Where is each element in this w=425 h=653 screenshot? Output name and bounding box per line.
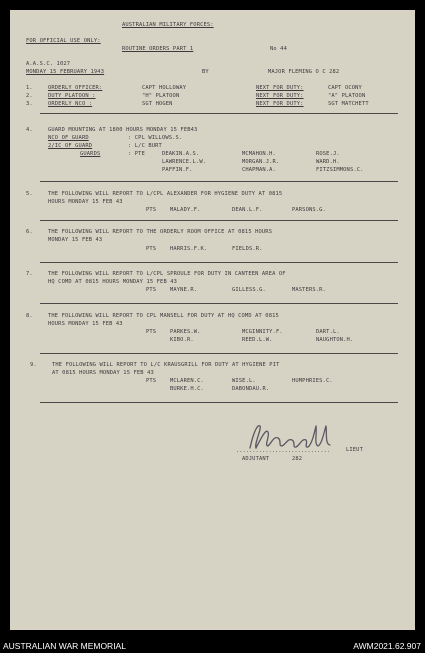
duty-number: 2. bbox=[26, 93, 33, 99]
rank-label: PTS bbox=[146, 207, 157, 213]
next-duty-value: CAPT OCONY bbox=[328, 85, 362, 91]
person-name: WISE.L. bbox=[232, 378, 256, 384]
section-text: AT 0815 HOURS MONDAY 15 FEB 43 bbox=[52, 370, 154, 376]
section-text: MONDAY 15 FEB 43 bbox=[48, 237, 103, 243]
next-duty-value: SGT MATCHETT bbox=[328, 101, 369, 107]
guard-name: MCMAHON.H. bbox=[242, 151, 276, 157]
routine-orders-heading: ROUTINE ORDERS PART 1 bbox=[122, 46, 194, 52]
next-duty-label: NEXT FOR DUTY: bbox=[256, 85, 304, 91]
archive-reference: AWM2021.62.907 bbox=[353, 641, 421, 651]
section-number: 5. bbox=[26, 191, 33, 197]
archive-name: AUSTRALIAN WAR MEMORIAL bbox=[3, 641, 126, 651]
document-title: AUSTRALIAN MILITARY FORCES: bbox=[122, 22, 214, 28]
person-name: PARKES.W. bbox=[170, 329, 201, 335]
commander-name: MAJOR FLEMING O C 282 bbox=[268, 69, 340, 75]
person-name: HARRIS.F.K. bbox=[170, 246, 208, 252]
duty-value: "H" PLATOON bbox=[142, 93, 180, 99]
section-text: HOURS MONDAY 15 FEB 43 bbox=[48, 321, 123, 327]
duty-label: ORDERLY NCO : bbox=[48, 101, 93, 107]
person-name: DART.L. bbox=[316, 329, 340, 335]
section-text: THE FOLLOWING WILL REPORT TO CPL MANSELL FOR DUTY AT HQ COMD AT 0815 bbox=[48, 313, 279, 319]
person-name: HUMPHRIES.C. bbox=[292, 378, 333, 384]
guards-rank: : PTE bbox=[128, 151, 145, 157]
by-label: BY bbox=[202, 69, 209, 75]
guard-name: ROSE.J. bbox=[316, 151, 340, 157]
unit-code: A.A.S.C. 1027 bbox=[26, 61, 71, 67]
guard-name: CHAPMAN.A. bbox=[242, 167, 276, 173]
section-text: THE FOLLOWING WILL REPORT TO L/CPL SPROULE FOR DUTY IN CANTEEN AREA OF bbox=[48, 271, 286, 277]
nco-of-guard-label: NCO OF GUARD bbox=[48, 135, 89, 141]
person-name: DEAN.L.F. bbox=[232, 207, 263, 213]
rank-label: PTS bbox=[146, 246, 157, 252]
person-name: MAYNE.R. bbox=[170, 287, 198, 293]
document-page bbox=[10, 10, 415, 630]
official-use-label: FOR OFFICIAL USE ONLY: bbox=[26, 38, 101, 44]
duty-value: CAPT HOLLOWAY bbox=[142, 85, 187, 91]
rank-label: PTS bbox=[146, 287, 157, 293]
section-divider bbox=[40, 181, 398, 182]
section-divider bbox=[40, 262, 398, 263]
duty-number: 3. bbox=[26, 101, 33, 107]
person-name: MALADY.F. bbox=[170, 207, 201, 213]
section-number: 4. bbox=[26, 127, 33, 133]
signatory-title: ADJUTANT bbox=[242, 456, 270, 462]
nco-of-guard-value: : CPL WILLOWS.S. bbox=[128, 135, 183, 141]
person-name: MASTERS.R. bbox=[292, 287, 326, 293]
guard-name: DEAKIN.A.S. bbox=[162, 151, 200, 157]
section-divider bbox=[40, 303, 398, 304]
duty-label: DUTY PLATOON : bbox=[48, 93, 96, 99]
next-duty-label: NEXT FOR DUTY: bbox=[256, 93, 304, 99]
guard-name: LAWRENCE.L.W. bbox=[162, 159, 207, 165]
duty-label: ORDERLY OFFICER: bbox=[48, 85, 103, 91]
person-name: PARSONS.G. bbox=[292, 207, 326, 213]
next-duty-label: NEXT FOR DUTY: bbox=[256, 101, 304, 107]
signature-dotted-line: ............................. bbox=[236, 448, 331, 454]
next-duty-value: "A" PLATOON bbox=[328, 93, 366, 99]
guard-name: FITZSIMMONS.C. bbox=[316, 167, 364, 173]
signatory-rank: LIEUT bbox=[346, 447, 363, 453]
section-number: 7. bbox=[26, 271, 33, 277]
section-text: THE FOLLOWING WILL REPORT TO L/CPL ALEXANDER FOR HYGIENE DUTY AT 0815 bbox=[48, 191, 283, 197]
guard-name: PAFFIN.F. bbox=[162, 167, 193, 173]
section-text: HQ COMD AT 0815 HOURS MONDAY 15 FEB 43 bbox=[48, 279, 178, 285]
second-ic-label: 2/IC OF GUARD bbox=[48, 143, 93, 149]
person-name: DABONDAU.R. bbox=[232, 386, 270, 392]
section-divider bbox=[40, 113, 398, 114]
person-name: MCLAREN.C. bbox=[170, 378, 204, 384]
person-name: BURKE.H.C. bbox=[170, 386, 204, 392]
person-name: REED.L.W. bbox=[242, 337, 273, 343]
person-name: NAUGHTON.H. bbox=[316, 337, 354, 343]
guard-name: MORGAN.J.R. bbox=[242, 159, 280, 165]
signatory-unit: 282 bbox=[292, 456, 303, 462]
guard-heading: GUARD MOUNTING AT 1800 HOURS MONDAY 15 FEB43 bbox=[48, 127, 198, 133]
person-name: KIBO.R. bbox=[170, 337, 194, 343]
section-divider bbox=[40, 402, 398, 403]
section-text: THE FOLLOWING WILL REPORT TO THE ORDERLY ROOM OFFICE AT 0815 HOURS bbox=[48, 229, 273, 235]
rank-label: PTS bbox=[146, 378, 157, 384]
duty-number: 1. bbox=[26, 85, 33, 91]
section-text: THE FOLLOWING WILL REPORT TO L/C KRAUSGRILL FOR DUTY AT HYGIENE PIT bbox=[52, 362, 280, 368]
order-number: No 44 bbox=[270, 46, 287, 52]
section-divider bbox=[40, 353, 398, 354]
archive-footer bbox=[0, 630, 425, 653]
person-name: FIELDS.R. bbox=[232, 246, 263, 252]
second-ic-value: : L/C BURT bbox=[128, 143, 162, 149]
guards-label: GUARDS bbox=[80, 151, 101, 157]
duty-value: SGT HOGEN bbox=[142, 101, 173, 107]
person-name: GILLESS.G. bbox=[232, 287, 266, 293]
section-divider bbox=[40, 220, 398, 221]
order-date: MONDAY 15 FEBRUARY 1943 bbox=[26, 69, 105, 75]
section-text: HOURS MONDAY 15 FEB 43 bbox=[48, 199, 123, 205]
section-number: 6. bbox=[26, 229, 33, 235]
section-number: 8. bbox=[26, 313, 33, 319]
person-name: MCGINNITY.F. bbox=[242, 329, 283, 335]
section-number: 9. bbox=[30, 362, 37, 368]
guard-name: WARD.H. bbox=[316, 159, 340, 165]
rank-label: PTS bbox=[146, 329, 157, 335]
